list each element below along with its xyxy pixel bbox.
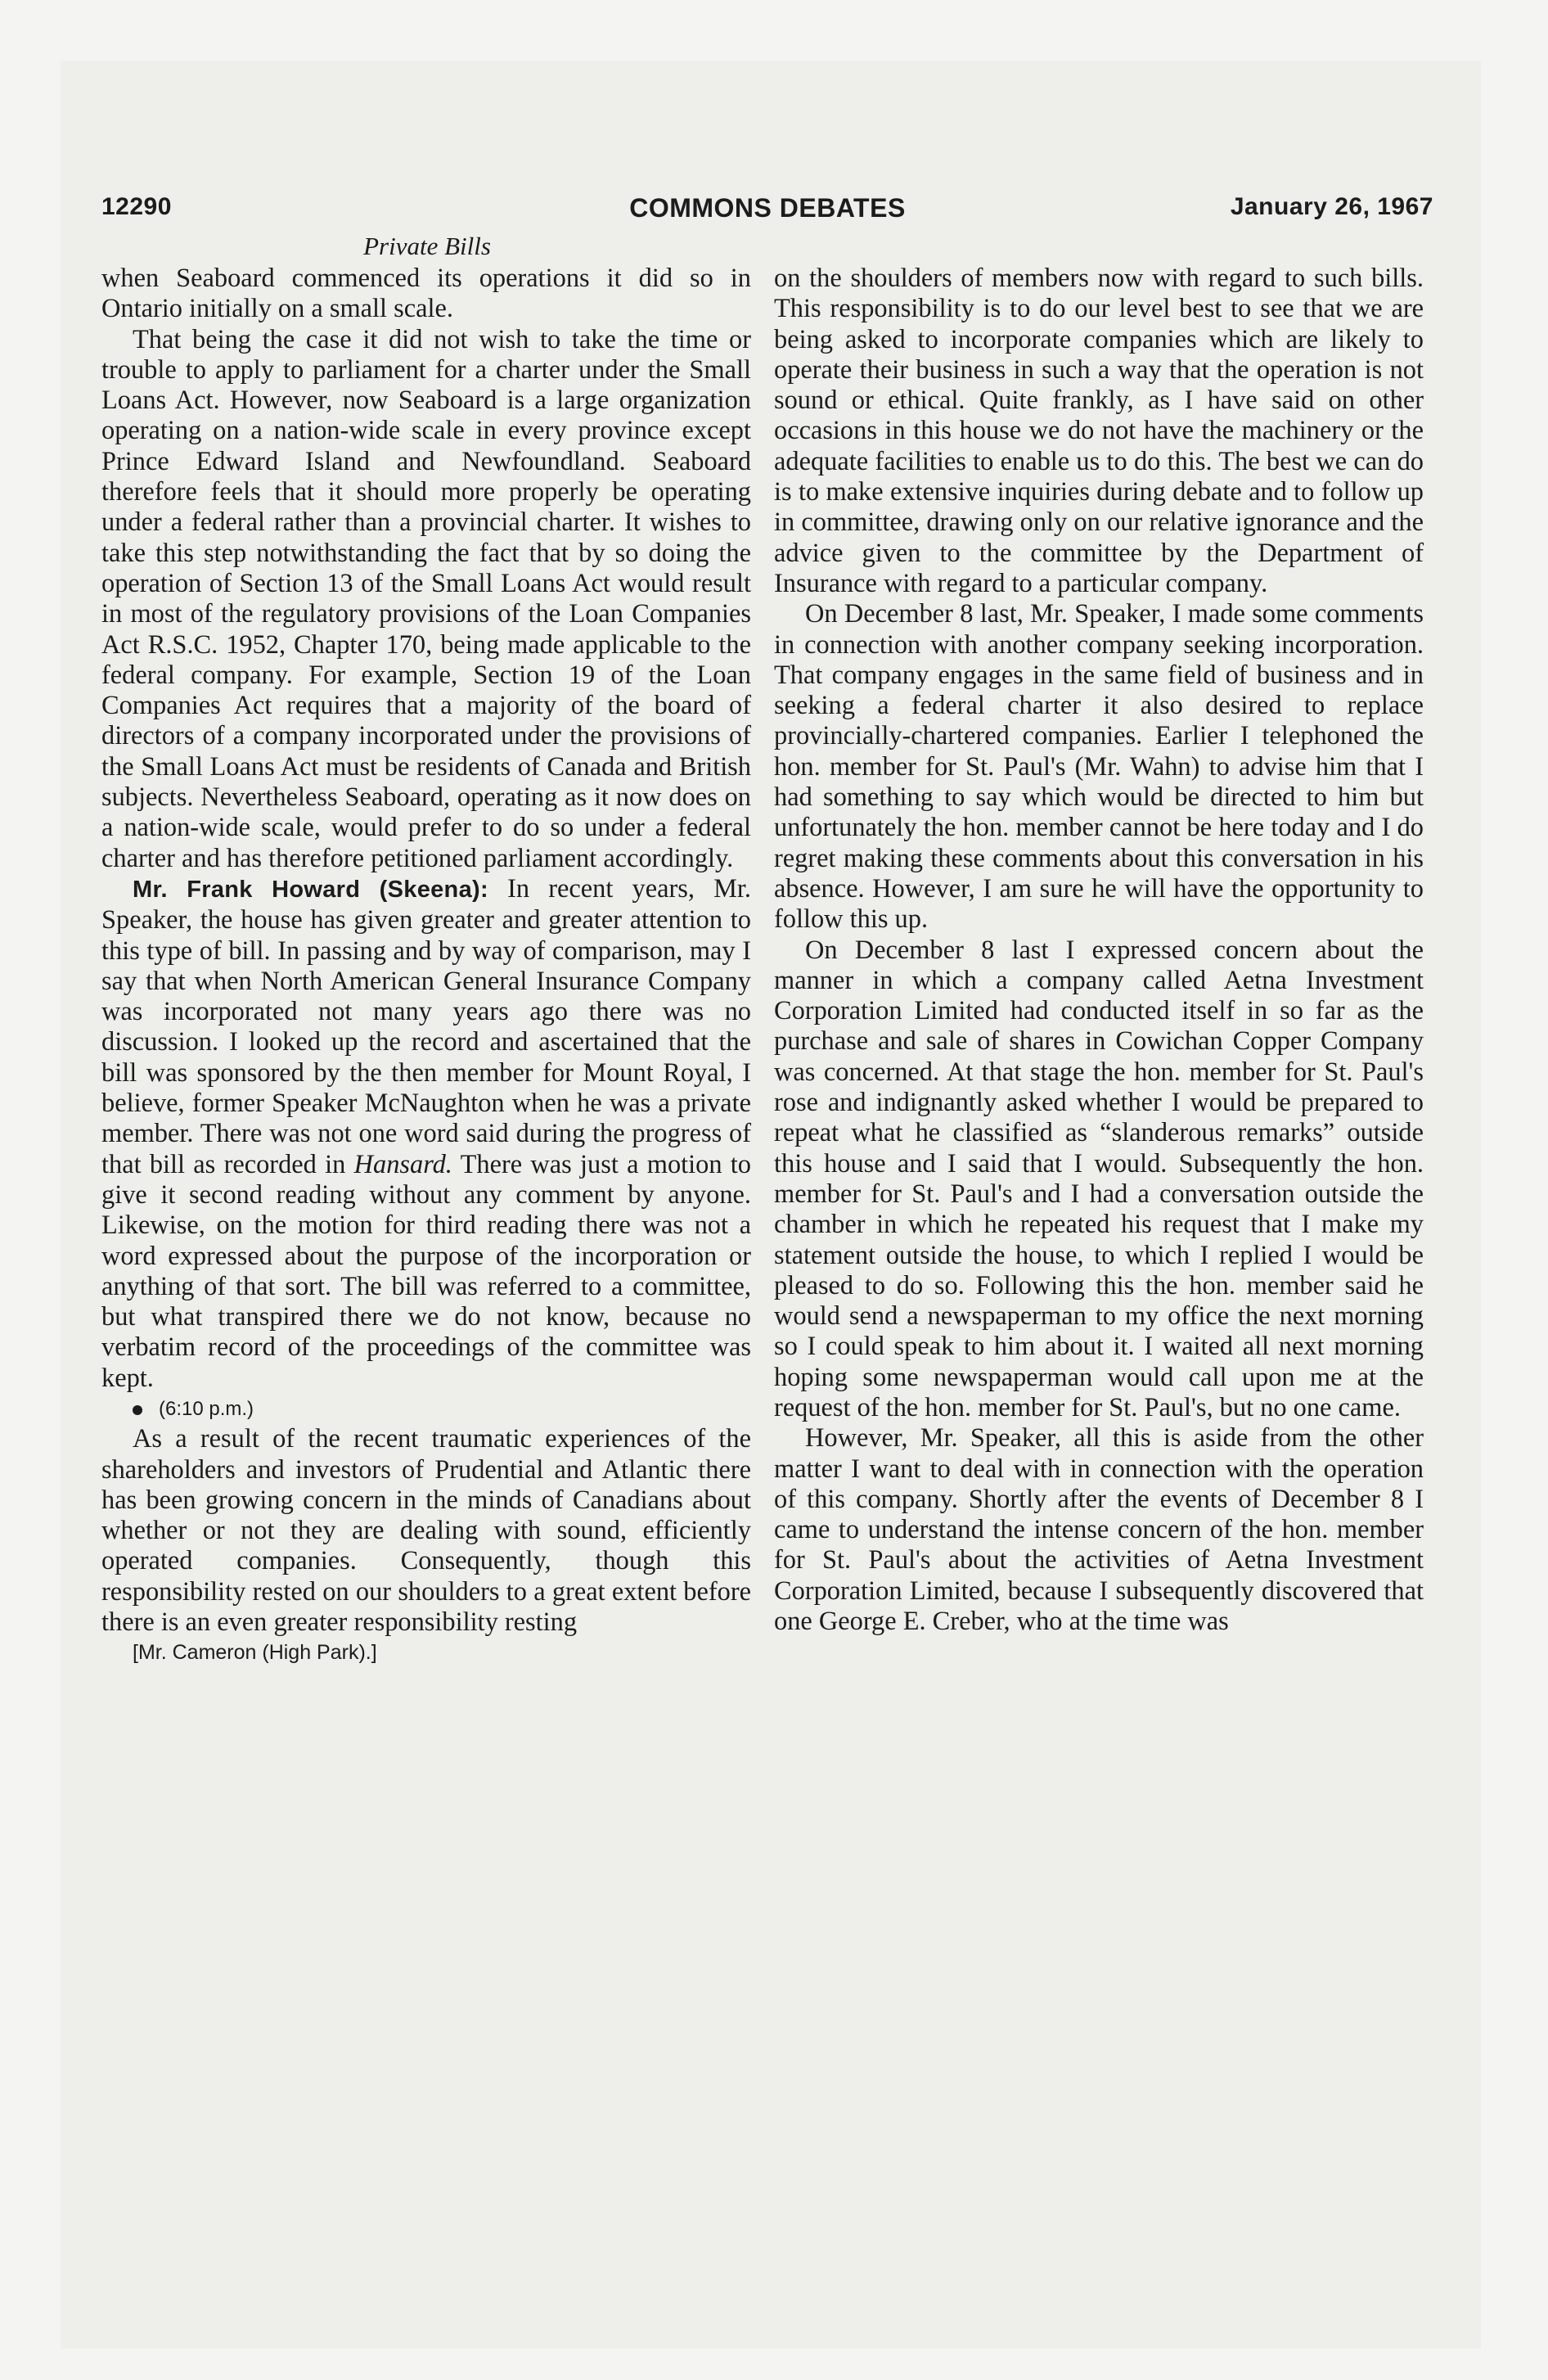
journal-title: COMMONS DEBATES: [629, 193, 906, 223]
speech-text: In recent years, Mr. Speaker, the house has given greater and greater attention to this type of bill. In passing and by way of comparison, may I say that when North American General Insurance Company was incorporated not many years ago there was no discussion. I looked up the record and ascertained that the bill was sponsored by the then member for Mount Royal, I believe, former Speaker McNaughton when he was a private member. There was not one word said during the progress of that bill as recorded in: [101, 873, 751, 1179]
right-column: [774, 264, 1424, 1637]
speech-text: There was just a motion to give it second reading without any comment by anyone. Likewise, on the motion for third reading there was not a word expressed about the purpose of the incorporation or anything of that sort. The bill was referred to a committee, but what transpired there we do not know, because no verbatim record of the proceedings of the committee was kept.: [101, 1149, 752, 1393]
italic-text: Hansard.: [353, 1149, 452, 1179]
paragraph: That being the case it did not wish to take the time or trouble to apply to parliament for a charter under the Small Loans Act. However, now Seaboard is a large organization operating on a nation-wide scale in every province except Prince Edward Island and Newfoundland. Seaboard therefore feels that it should more properly be operating under a federal rather than a provincial charter. It wishes to take this step notwithstanding the fact that by so doing the operation of Section 13 of the Small Loans Act would result in most of the regulatory provisions of the Loan Companies Act R.S.C. 1952, Chapter 170, being made applicable to the federal company. For example, Section 19 of the Loan Companies Act requires that a majority of the board of directors of a company incorporated under the provisions of the Small Loans Act must be residents of Canada and British subjects. Nevertheless Seaboard, operating as it now does on a nation-wide scale, would prefer to do so under a federal charter and has therefore petitioned parliament accordingly.: [101, 324, 751, 873]
bullet-icon: [133, 1405, 142, 1415]
footer-speaker: [Mr. Cameron (High Park).]: [133, 1641, 377, 1665]
page-date: January 26, 1967: [1230, 193, 1433, 220]
page-header: [101, 183, 1433, 232]
paragraph: when Seaboard commenced its operations it did so in Ontario initially on a small scale.: [101, 264, 751, 324]
page-number: 12290: [101, 193, 172, 220]
time-text: (6:10 p.m.): [159, 1397, 254, 1420]
speech-paragraph: [101, 874, 751, 1394]
section-title: Private Bills: [363, 232, 491, 260]
left-column: [101, 264, 751, 1669]
paragraph: However, Mr. Speaker, all this is aside from the other matter I want to deal with in connection with the operation of this company. Shortly after the events of December 8 I came to understand the intense concern of the hon. member for St. Paul's about the activities of Aetna Investment Corporation Limited, because I subsequently discovered that one George E. Creber, who at the time was: [774, 1423, 1424, 1637]
time-marker: [101, 1394, 751, 1424]
paragraph: As a result of the recent traumatic experiences of the shareholders and investors of Prudential and Atlantic there has been growing concern in the minds of Canadians about whether or not they are dealing with sound, efficiently operated companies. Consequently, though this responsibility rested on our shoulders to a great extent before there is an even greater responsibility resting: [101, 1424, 751, 1638]
speaker-name: Mr. Frank Howard (Skeena):: [133, 876, 488, 903]
paragraph: On December 8 last I expressed concern about the manner in which a company called Aetna Investment Corporation Limited had conducted itself in so far as the purchase and sale of shares in Cowichan Copper Company was concerned. At that stage the hon. member for St. Paul's rose and indignantly asked whether I would be prepared to repeat what he classified as “slanderous remarks” outside this house and I said that I would. Subsequently the hon. member for St. Paul's and I had a conversation outside the chamber in which he repeated his request that I make my statement outside the house, to which I replied I would be pleased to do so. Following this the hon. member said he would send a newspaperman to my office the next morning so I could speak to him about it. I waited all next morning hoping some newspaperman would call upon me at the request of the hon. member for St. Paul's, but no one came.: [774, 935, 1424, 1422]
paragraph: on the shoulders of members now with regard to such bills. This responsibility is to do our level best to see that we are being asked to incorporate companies which are likely to operate their business in such a way that the operation is not sound or ethical. Quite frankly, as I have said on other occasions in this house we do not have the machinery or the adequate facilities to enable us to do this. The best we can do is to make extensive inquiries during debate and to follow up in committee, drawing only on our relative ignorance and the advice given to the committee by the Department of Insurance with regard to a particular company.: [774, 264, 1424, 598]
paragraph: On December 8 last, Mr. Speaker, I made some comments in connection with another company seeking incorporation. That company engages in the same field of business and in seeking a federal charter it also desired to replace provincially-chartered companies. Earlier I telephoned the hon. member for St. Paul's (Mr. Wahn) to advise him that I had something to say which would be directed to him but unfortunately the hon. member cannot be here today and I do regret making these comments about this conversation in his absence. However, I am sure he will have the opportunity to follow this up.: [774, 599, 1424, 935]
